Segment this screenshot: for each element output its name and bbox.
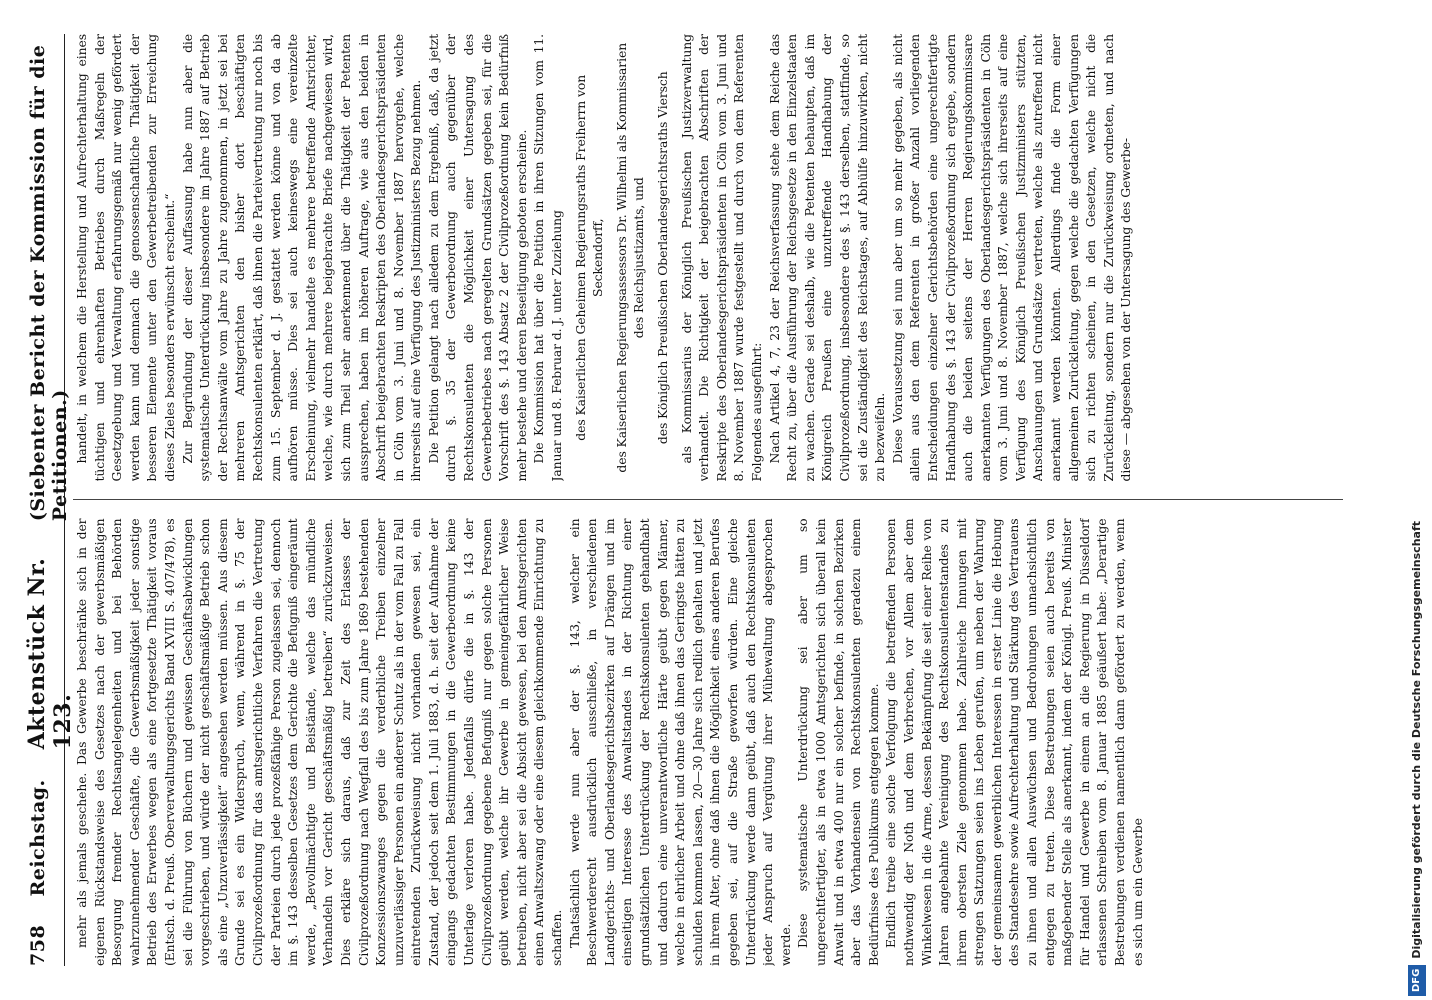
header-publication: Reichstag. [27,779,49,897]
column-divider [73,500,1343,501]
dfg-funding-note: Digitalisierung gefördert durch die Deutsche Forschungsgemeinschaft [1410,520,1423,959]
dfg-stamp [1408,4,1426,996]
column-left [73,519,1343,967]
paragraph: handelt, in welchem die Herstellung und Aufrechterhaltung eines tüchtigen und ehrenhaften Betriebes durch Maßregeln der Gesetzgebung und Verwaltung erfahrungsgemäß nur wenig gefördert werden kann und demnach die genossenschaftliche Thätigkeit der besseren Elemente unter den Gewerbetreibenden zur Erreichung dieses Zieles besonders erwünscht erscheint.“ [74,34,177,482]
header-document-number: Aktenstück Nr. 123. [24,557,76,750]
page-header [24,34,76,966]
paragraph: als Kommissarius der Königlich Preußischen Justizverwaltung verhandelt. Die Richtigkeit der beigebrachten Abschriften der Reskripte des Oberlandesgerichtspräsidenten in Cöln vom 3. Juni und 8. November 1887 wurde festgestellt und durch von dem Referenten Folgendes ausgeführt: [678,34,764,482]
paragraph: Endlich treibe eine solche Verfolgung die betreffenden Personen nothwendig der Noth und dem Verbrechen, vor Allem aber dem Winkelwesen in die Arme, dessen Bekämpfung die seit einer Reihe von Jahren angebahnte Vereinigung des Rechtskonsulentenstandes zu ihrem obersten Ziele genommen habe. Zahlreiche Innungen mit strengen Satzungen seien ins Leben gerufen, um neben der Wahrung der gemeinsamen gewerblichen Interessen in erster Linie die Hebung des Standesehre sowie Aufrechterhaltung und Stärkung des Vertrauens zu ihnen und allen Auswüchsen und Bedrohungen unnachsichtlich entgegen zu treten. Diese Bestrebungen seien auch bereits von maßgebender Stelle als anerkannt, indem der Königl. Preuß. Minister für Handel und Gewerbe in einem an die Regierung in Düsseldorf erlassenen Schreiben vom 8. Januar 1885 geäußert habe: „Derartige Bestrebungen verdienen namentlich dann gefördert zu werden, wenn es sich um ein Gewerbe [883,518,1145,966]
paragraph: Diese Voraussetzung sei nun aber um so mehr gegeben, als nicht allein aus den dem Referenten in großer Anzahl vorliegenden Entscheidungen einzelner Gerichtsbehörden eine ungerechtfertigte Handhabung des §. 143 der Civilprozeßordnung sich ergebe, sondern auch die beiden seitens der Herren Regierungskommissare anerkannten Verfügungen des Oberlandesgerichtspräsidenten in Cöln vom 3. Juni und 8. November 1887, welche sich ihrerseits auf eine Verfügung des Königlich Preußischen Justizministers stützten, Anschauungen und Grundsätze vertreten, welche als zutreffend nicht anerkannt werden könnten. Allerdings finde die Form einer allgemeinen Zurückleitung, gegen welche die gedachten Verfügungen sich zu richten scheinen, in den Gesetzen, welche nicht die Zurückleitung, sondern nur die Zurückweisung ordneten, und nach diese — abgesehen von der Untersagung des Gewerbe- [889,34,1134,482]
paragraph: Diese systematische Unterdrückung sei aber um so ungerechtfertigter, als in etwa 1000 Amtsgerichten sich überall kein Anwalt und in etwa 400 nur ein solcher befinde, in solchen Bezirken aber das Vorhandensein von Rechtskonsulenten geradezu einem Bedürfnisse des Publikums entgegen komme. [795,518,881,966]
paragraph: Die Kommission hat über die Petition in ihren Sitzungen vom 11. Januar und 8. Februar d. J. unter Zuziehung [531,34,565,482]
page-number: 758 [27,924,49,966]
paragraph: Zur Begründung der dieser Auffassung habe nun aber die systematische Unterdrückung insbesondere im Jahre 1887 auf Betrieb der Rechtsanwälte vom Jahre zu Jahre zugenommen, in jetzt sei bei mehreren Amtsgerichten den bisher dort beschäftigten Rechtskonsulenten erklärt, daß ihnen die Parteivertretung nur noch bis zum 15. September d. J. gestattet werden könne und von da ab aufhören müsse. Dies sei auch keineswegs eine vereinzelte Erscheinung, vielmehr handelte es mehrere betreffende Amtsrichter, welche, wie durch mehrere beigebrachte Briefe nachgewiesen wird, sich zum Theil sehr anerkennend über die Thätigkeit der Petenten aussprechen, haben im höheren Auftrage, wie aus den beiden in Abschrift beigebrachten Reskripten des Oberlandesgerichtspräsidenten in Cöln vom 3. Juni und 8. November 1887 hervorgehe, welche ihrerseits auf eine Verfügung des Justizministers Bezug nehmen. [179,34,424,482]
commissioner-line: des Kaiserlichen Geheimen Regierungsraths Freiherrn von Seckendorff, [572,74,606,441]
paragraph: Thatsächlich werde nun aber der §. 143, welcher ein Beschwerderecht ausdrücklich ausschließe, in verschiedenen Landgerichts- und Oberlandesgerichtsbezirken auf Drängen und im einseitigen Interesse des Anwaltstandes in der Richtung einer grundsätzlichen Unterdrückung der Rechtskonsulenten gehandhabt und dadurch eine unverantwortliche Härte geübt gegen Männer, welche in ehrlicher Arbeit und ohne daß ihnen das Geringste hätten zu schulden kommen lassen, 20—30 Jahre sich redlich gehalten und jetzt in ihrem Alter, ohne daß ihnen die Möglichkeit eines anderen Berufes gegeben sei, auf die Straße geworfen würden. Eine gleiche Unterdrückung werde dann geübt, daß auch den Rechtskonsulenten jeder Anspruch auf Vergütung ihrer Mühewaltung abgesprochen werde. [566,518,793,966]
paragraph: Nach Artikel 4, 7, 23 der Reichsverfassung stehe dem Reiche das Recht zu, über die Ausführung der Reichsgesetze in den Einzelstaaten zu wachen. Gerade sei deshalb, wie die Petenten behaupten, daß im Königreich Preußen eine unzutreffende Handhabung der Civilprozeßordnung, insbesondere des §. 143 derselben, stattfinde, so sei die Zuständigkeit des Reichstages, auf Abhülfe hinzuwirken, nicht zu bezweifeln. [766,34,888,482]
dfg-logo: DFG [1408,965,1426,996]
paragraph: Die Petition gelangt nach alledem zu dem Ergebniß, daß, da jetzt durch §. 35 der Gewerbeordnung auch gegenüber der Rechtskonsulenten die Möglichkeit einer Untersagung des Gewerbebetriebes nach geregelten Grundsätzen gegeben sei, für die Vorschrift des §. 143 Absatz 2 der Civilprozeßordnung kein Bedürfniß mehr bestehe und deren Beseitigung geboten erscheine. [425,34,529,482]
column-right [73,34,1343,482]
text-columns [73,34,1343,966]
commissioner-line: des Kaiserlichen Regierungsassessors Dr. Wilhelmi als Kommissarien des Reichsjustizamts, und [613,42,647,473]
header-report-title: (Siebenter Bericht der Kommission für die Petitionen.) [27,44,71,522]
commissioner-line: des Königlich Preußischen Oberlandesgerichtsraths Viersch [655,71,670,445]
paragraph: mehr als jemals geschehe. Das Gewerbe beschränke sich in der eigenen Rückstandsweise des Gesetzes nach der gewerbsmäßigen Besorgung fremder Rechtsangelegenheiten und bei Behörden wahrzunehmender Geschäfte, die Gewerbsmäßigkeit jeder sonstige Betrieb des Erwerbes wegen als eine fortgesetzte Thätigkeit voraus (Entsch. d. Preuß. Oberverwaltungsgerichts Band XVIII S. 407/478), es sei die Führung von Büchern und gewissen Geschäftsabwicklungen vorgeschrieben, und würde der nicht geschäftsmäßige Betrieb schon als eine „Unzuverlässigkeit“ angesehen werden müssen. Aus diesem Grunde sei es ein Widerspruch, wenn, während in §. 75 der Civilprozeßordnung für das amtsgerichtliche Verfahren die Vertretung der Parteien durch jede prozeßfähige Person zugelassen sei, dennoch im §. 143 desselben Gesetzes dem Gerichte die Befugniß eingeräumt werde, „Bevollmächtigte und Beistände, welche das mündliche Verhandeln vor Gericht geschäftsmäßig betreiben“ zurückzuweisen. Dies erkläre sich daraus, daß zur Zeit des Erlasses der Civilprozeßordnung nach Wegfall des bis zum Jahre 1869 bestehenden Konzessionszwanges gegen die verderbliche Treiben einzelner unzuverlässiger Personen ein anderer Schutz als in der vom Fall zu Fall eintretenden Zurückweisung nicht vorhanden gewesen sei, ein Zustand, der jedoch seit dem 1. Juli 1883, d. h. seit der Aufnahme der eingangs gedachten Bestimmungen in die Gewerbeordnung keine Unterlage verloren habe. Jedenfalls dürfe die in §. 143 der Civilprozeßordnung gegebene Befugniß nur gegen solche Personen geübt werden, welche ihr Gewerbe in gemeingefährlicher Weise betreiben, nicht aber sei die Absicht gewesen, bei den Amtsgerichten einen Anwaltszwang oder eine diesem gleichkommende Einrichtung zu schaffen. [74,518,565,966]
